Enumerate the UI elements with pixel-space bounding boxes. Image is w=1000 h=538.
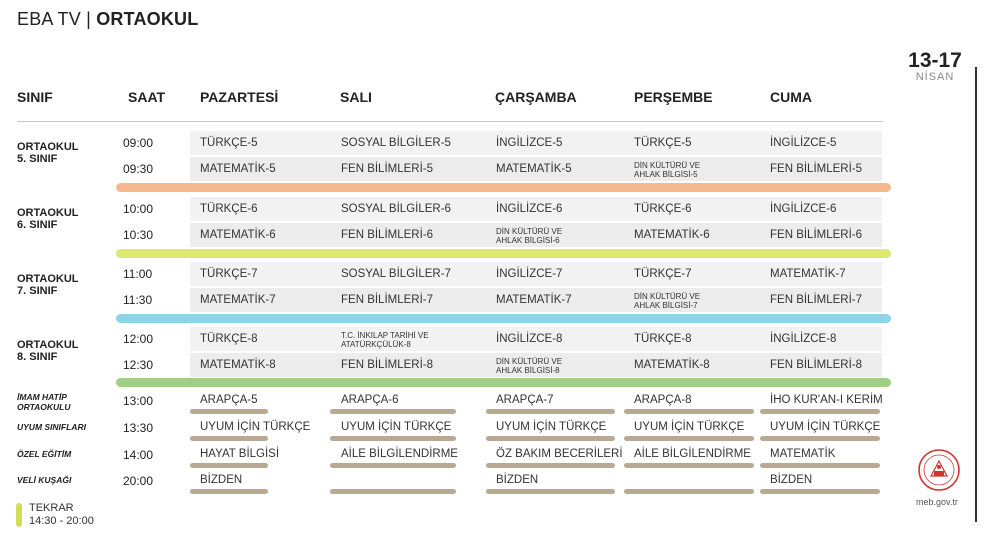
program-label-line: UYUM SINIFLARI	[17, 422, 86, 432]
grade-label-line: 7. SINIF	[17, 285, 58, 297]
schedule-cell: FEN BİLİMLERİ-7	[341, 294, 434, 306]
schedule-cell: ARAPÇA-8	[634, 394, 692, 406]
program-label-line: VELİ KUŞAĞI	[17, 475, 72, 485]
schedule-cell: TÜRKÇE-6	[200, 203, 258, 215]
schedule-cell	[634, 161, 700, 179]
schedule-cell: MATEMATİK-7	[496, 294, 572, 306]
cell-underline	[330, 463, 456, 468]
date-month: NİSAN	[915, 71, 955, 83]
schedule-cell: TÜRKÇE-6	[634, 203, 692, 215]
site-url: meb.gov.tr	[916, 497, 958, 507]
program-label	[17, 449, 71, 459]
program-label	[17, 392, 71, 412]
schedule-cell: İNGİLİZCE-5	[770, 137, 837, 149]
cell-underline	[624, 463, 754, 468]
section-label: ORTAOKUL	[96, 9, 199, 29]
schedule-cell: FEN BİLİMLERİ-6	[770, 229, 863, 241]
time-slot: 11:00	[123, 267, 153, 281]
grade-label-line: ORTAOKUL	[17, 339, 79, 351]
cell-underline	[486, 489, 615, 494]
column-header: ÇARŞAMBA	[495, 89, 577, 105]
cell-underline	[190, 436, 268, 441]
schedule-cell: İNGİLİZCE-8	[496, 333, 563, 345]
cell-underline	[760, 463, 880, 468]
schedule-cell: MATEMATİK	[770, 448, 836, 460]
program-label-line: İMAM HATİP	[17, 392, 67, 402]
grade-label	[17, 273, 79, 297]
schedule-cell: TÜRKÇE-7	[634, 268, 692, 280]
schedule-cell: MATEMATİK-5	[200, 163, 276, 175]
schedule-cell: UYUM İÇİN TÜRKÇE	[634, 421, 745, 433]
schedule-cell: İNGİLİZCE-7	[496, 268, 563, 280]
grade-separator-band	[116, 249, 891, 258]
cell-line: DİN KÜLTÜRÜ VE	[634, 161, 701, 170]
schedule-cell: MATEMATİK-6	[634, 229, 710, 241]
schedule-cell	[496, 227, 562, 245]
cell-underline	[760, 489, 880, 494]
schedule-cell: BİZDEN	[200, 474, 243, 486]
schedule-cell	[341, 331, 429, 349]
cell-underline	[486, 409, 615, 414]
schedule-cell: İNGİLİZCE-6	[770, 203, 837, 215]
meb-logo-icon	[918, 449, 960, 491]
schedule-cell: MATEMATİK-7	[770, 268, 846, 280]
grade-label-line: 8. SINIF	[17, 351, 58, 363]
schedule-cell: MATEMATİK-5	[496, 163, 572, 175]
schedule-cell: FEN BİLİMLERİ-8	[341, 359, 434, 371]
page-title	[17, 9, 198, 30]
date-range: 13-17	[908, 49, 962, 72]
legend-label: TEKRAR	[29, 502, 74, 514]
cell-line: T.C. İNKILAP TARİHİ VE	[341, 331, 429, 340]
cell-underline	[190, 489, 268, 494]
time-slot: 13:30	[123, 421, 154, 435]
schedule-cell: TÜRKÇE-7	[200, 268, 258, 280]
time-slot: 12:30	[123, 358, 154, 372]
grade-separator-band	[116, 314, 891, 323]
schedule-cell	[496, 357, 562, 375]
schedule-cell: FEN BİLİMLERİ-8	[770, 359, 863, 371]
schedule-cell: MATEMATİK-6	[200, 229, 276, 241]
schedule-cell: İNGİLİZCE-6	[496, 203, 563, 215]
legend-time: 14:30 - 20:00	[29, 515, 94, 527]
grade-label	[17, 339, 79, 363]
schedule-cell: BİZDEN	[496, 474, 539, 486]
cell-line: AHLAK BİLGİSİ-8	[496, 366, 560, 375]
schedule-cell: SOSYAL BİLGİLER-5	[341, 137, 451, 149]
cell-underline	[486, 463, 615, 468]
grade-separator-band	[116, 183, 891, 192]
grade-label-line: ORTAOKUL	[17, 207, 79, 219]
grade-label	[17, 141, 79, 165]
schedule-cell: UYUM İÇİN TÜRKÇE	[496, 421, 607, 433]
cell-line: ATATÜRKÇÜLÜK-8	[341, 340, 411, 349]
grade-label	[17, 207, 79, 231]
schedule-cell: AİLE BİLGİLENDİRME	[341, 448, 458, 460]
schedule-cell: FEN BİLİMLERİ-7	[770, 294, 863, 306]
column-header: PERŞEMBE	[634, 89, 713, 105]
schedule-cell: FEN BİLİMLERİ-5	[341, 163, 434, 175]
time-slot: 09:00	[123, 136, 154, 150]
schedule-cell: ÖZ BAKIM BECERİLERİ	[496, 448, 623, 460]
cell-underline	[624, 489, 754, 494]
column-header: SAAT	[128, 89, 166, 105]
schedule-cell: UYUM İÇİN TÜRKÇE	[341, 421, 452, 433]
grade-label-line: 5. SINIF	[17, 153, 58, 165]
schedule-cell: MATEMATİK-7	[200, 294, 276, 306]
cell-underline	[760, 409, 880, 414]
schedule-cell: BİZDEN	[770, 474, 813, 486]
cell-underline	[330, 489, 456, 494]
schedule-cell: İNGİLİZCE-5	[496, 137, 563, 149]
cell-line: DİN KÜLTÜRÜ VE	[634, 292, 701, 301]
brand-label: EBA TV	[17, 9, 81, 29]
column-header: CUMA	[770, 89, 812, 105]
cell-underline	[190, 409, 268, 414]
cell-underline	[330, 409, 456, 414]
schedule-cell: TÜRKÇE-5	[200, 137, 258, 149]
schedule-cell: İHO KUR'AN-I KERİM	[770, 394, 883, 406]
schedule-cell: UYUM İÇİN TÜRKÇE	[200, 421, 311, 433]
schedule-cell: İNGİLİZCE-8	[770, 333, 837, 345]
cell-underline	[760, 436, 880, 441]
cell-underline	[486, 436, 615, 441]
schedule-cell: MATEMATİK-8	[200, 359, 276, 371]
cell-line: DİN KÜLTÜRÜ VE	[496, 227, 563, 236]
schedule-cell: HAYAT BİLGİSİ	[200, 448, 280, 460]
column-header: SALI	[340, 89, 372, 105]
grade-label-line: ORTAOKUL	[17, 273, 79, 285]
program-label-line: ÖZEL EĞİTİM	[17, 449, 72, 459]
right-divider	[975, 67, 977, 522]
legend-swatch	[16, 503, 22, 527]
time-slot: 10:30	[123, 228, 154, 242]
schedule-cell: TÜRKÇE-8	[634, 333, 692, 345]
program-label	[17, 422, 86, 432]
schedule-cell	[634, 292, 700, 310]
schedule-cell: UYUM İÇİN TÜRKÇE	[770, 421, 881, 433]
column-header: PAZARTESİ	[200, 89, 279, 105]
cell-line: AHLAK BİLGİSİ-6	[496, 236, 560, 245]
time-slot: 14:00	[123, 448, 154, 462]
cell-line: AHLAK BİLGİSİ-5	[634, 170, 698, 179]
schedule-cell: MATEMATİK-8	[634, 359, 710, 371]
schedule-cell: FEN BİLİMLERİ-6	[341, 229, 434, 241]
date-badge	[901, 50, 969, 83]
time-slot: 09:30	[123, 162, 154, 176]
schedule-cell: FEN BİLİMLERİ-5	[770, 163, 863, 175]
schedule-cell: AİLE BİLGİLENDİRME	[634, 448, 751, 460]
time-slot: 13:00	[123, 394, 154, 408]
grade-label-line: 6. SINIF	[17, 219, 58, 231]
time-slot: 12:00	[123, 332, 154, 346]
cell-underline	[330, 436, 456, 441]
schedule-cell: ARAPÇA-7	[496, 394, 554, 406]
cell-underline	[624, 436, 754, 441]
time-slot: 20:00	[123, 474, 154, 488]
schedule-cell: ARAPÇA-6	[341, 394, 399, 406]
grade-separator-band	[116, 378, 891, 387]
program-label	[17, 475, 71, 485]
schedule-cell: SOSYAL BİLGİLER-7	[341, 268, 451, 280]
cell-underline	[190, 463, 268, 468]
program-label-line: ORTAOKULU	[17, 402, 71, 412]
schedule-cell: SOSYAL BİLGİLER-6	[341, 203, 451, 215]
time-slot: 11:30	[123, 293, 153, 307]
schedule-cell: TÜRKÇE-5	[634, 137, 692, 149]
title-separator: |	[80, 9, 97, 29]
schedule-cell: TÜRKÇE-8	[200, 333, 258, 345]
legend	[29, 502, 94, 528]
cell-line: DİN KÜLTÜRÜ VE	[496, 357, 563, 366]
column-header: SINIF	[17, 89, 53, 105]
time-slot: 10:00	[123, 202, 154, 216]
cell-line: AHLAK BİLGİSİ-7	[634, 301, 698, 310]
schedule-cell: ARAPÇA-5	[200, 394, 258, 406]
grade-label-line: ORTAOKUL	[17, 141, 79, 153]
cell-underline	[624, 409, 754, 414]
header-divider	[17, 121, 883, 122]
